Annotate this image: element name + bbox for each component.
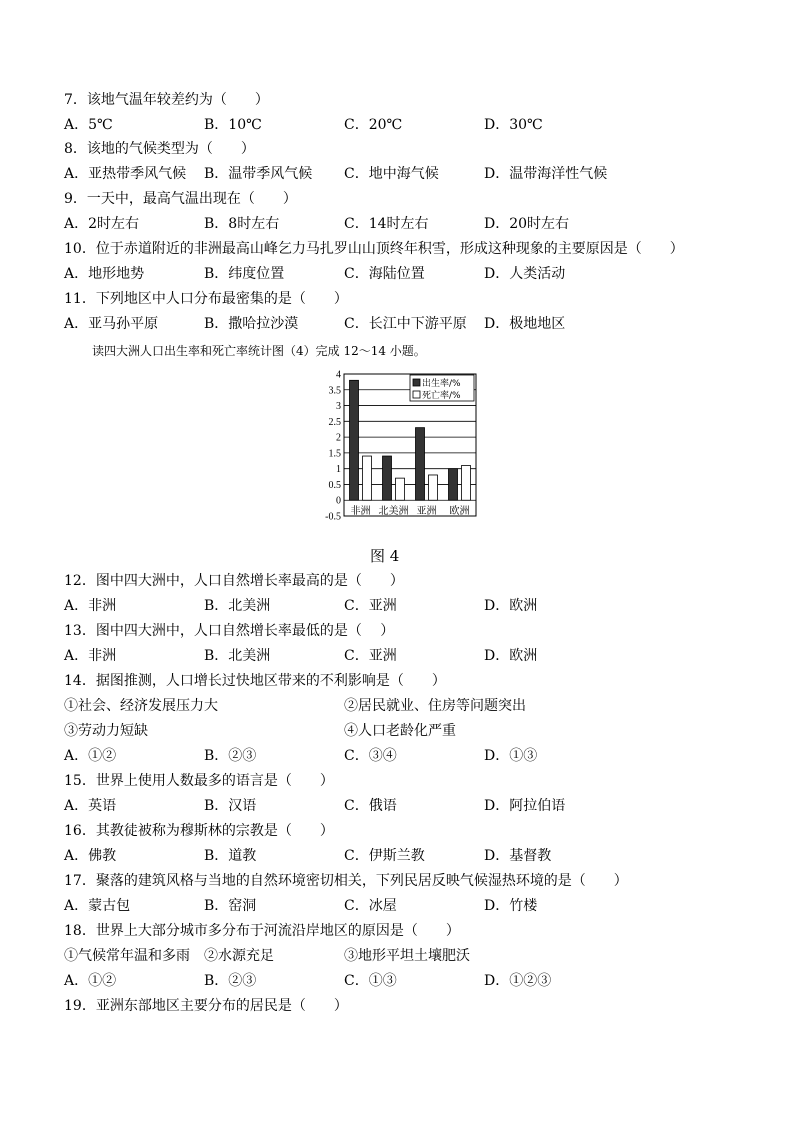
bar-birth-rate bbox=[350, 380, 359, 500]
y-tick-label: -0.5 bbox=[325, 511, 341, 523]
q16-option-c: C．伊斯兰教 bbox=[344, 848, 425, 864]
q16-option-a: A．佛教 bbox=[64, 848, 117, 864]
q7-option-b: B．10℃ bbox=[204, 117, 262, 133]
bar-birth-rate bbox=[449, 469, 458, 501]
y-tick-label: 0.5 bbox=[328, 479, 341, 491]
q7-option-d: D．30℃ bbox=[484, 117, 543, 133]
q17-option-b: B．窑洞 bbox=[204, 898, 257, 914]
q9-option-c: C．14时左右 bbox=[344, 216, 429, 232]
bar-death-rate bbox=[429, 475, 438, 500]
q15-option-b: B．汉语 bbox=[204, 798, 257, 814]
bar-birth-rate bbox=[383, 456, 392, 500]
chart-instruction: 读四大洲人口出生率和死亡率统计图（4）完成 12～14 小题。 bbox=[92, 344, 426, 358]
y-tick-label: 1.5 bbox=[328, 448, 341, 460]
question-11-stem: 11．下列地区中人口分布最密集的是（ ） bbox=[64, 291, 348, 307]
q17-option-d: D．竹楼 bbox=[484, 898, 538, 914]
question-16-stem: 16．其教徒被称为穆斯林的宗教是（ ） bbox=[64, 823, 334, 839]
bar-death-rate bbox=[363, 456, 372, 500]
q14-statement-3: ③劳动力短缺 bbox=[64, 723, 148, 739]
q15-option-a: A．英语 bbox=[64, 798, 117, 814]
question-14-stem: 14．据图推测，人口增长过快地区带来的不利影响是（ ） bbox=[64, 673, 446, 689]
q13-option-d: D．欧洲 bbox=[484, 648, 538, 664]
q14-option-c: C．③④ bbox=[344, 748, 397, 764]
q14-option-a: A．①② bbox=[64, 748, 117, 764]
q14-statement-2: ②居民就业、住房等问题突出 bbox=[344, 698, 526, 714]
q10-option-d: D．人类活动 bbox=[484, 266, 566, 282]
q12-option-c: C．亚洲 bbox=[344, 598, 397, 614]
bar-death-rate bbox=[396, 478, 405, 500]
q13-option-b: B．北美洲 bbox=[204, 648, 271, 664]
q17-option-c: C．冰屋 bbox=[344, 898, 397, 914]
q18-option-d: D．①②③ bbox=[484, 973, 552, 989]
y-tick-label: 2 bbox=[336, 432, 341, 444]
q11-option-b: B．撒哈拉沙漠 bbox=[204, 316, 299, 332]
question-9-stem: 9．一天中，最高气温出现在（ ） bbox=[64, 191, 297, 207]
q14-option-d: D．①③ bbox=[484, 748, 538, 764]
q14-option-b: B．②③ bbox=[204, 748, 257, 764]
legend-label: 死亡率/% bbox=[422, 391, 461, 401]
q9-option-a: A．2时左右 bbox=[64, 216, 140, 232]
x-category-label: 非洲 bbox=[350, 506, 371, 517]
q11-option-a: A．亚马孙平原 bbox=[64, 316, 159, 332]
q10-option-a: A．地形地势 bbox=[64, 266, 145, 282]
q12-option-b: B．北美洲 bbox=[204, 598, 271, 614]
q16-option-d: D．基督教 bbox=[484, 848, 552, 864]
y-tick-label: 3 bbox=[336, 401, 341, 413]
q10-option-c: C．海陆位置 bbox=[344, 266, 425, 282]
question-17-stem: 17．聚落的建筑风格与当地的自然环境密切相关，下列民居反映气候湿热环境的是（ ） bbox=[64, 873, 628, 889]
question-19-stem: 19．亚洲东部地区主要分布的居民是（ ） bbox=[64, 998, 348, 1014]
q18-statement-3: ③地形平坦土壤肥沃 bbox=[344, 948, 470, 964]
q12-option-d: D．欧洲 bbox=[484, 598, 538, 614]
bar-birth-rate bbox=[416, 428, 425, 501]
q13-option-c: C．亚洲 bbox=[344, 648, 397, 664]
x-category-label: 欧洲 bbox=[449, 506, 470, 517]
q8-option-a: A．亚热带季风气候 bbox=[64, 166, 187, 182]
question-18-stem: 18．世界上大部分城市多分布于河流沿岸地区的原因是（ ） bbox=[64, 923, 460, 939]
q8-option-d: D．温带海洋性气候 bbox=[484, 166, 608, 182]
q9-option-b: B．8时左右 bbox=[204, 216, 280, 232]
q15-option-d: D．阿拉伯语 bbox=[484, 798, 566, 814]
bar-death-rate bbox=[462, 466, 471, 501]
q18-option-a: A．①② bbox=[64, 973, 117, 989]
figure-caption: 图 4 bbox=[370, 547, 400, 565]
question-7-stem: 7．该地气温年较差约为（ ） bbox=[64, 92, 269, 108]
legend-label: 出生率/% bbox=[422, 379, 461, 389]
legend-swatch bbox=[413, 391, 420, 398]
y-tick-label: 0 bbox=[336, 495, 341, 507]
question-8-stem: 8．该地的气候类型为（ ） bbox=[64, 141, 255, 157]
q15-option-c: C．俄语 bbox=[344, 798, 397, 814]
q9-option-d: D．20时左右 bbox=[484, 216, 570, 232]
birth-death-rate-chart bbox=[310, 368, 480, 526]
y-tick-label: 1 bbox=[336, 464, 341, 476]
q16-option-b: B．道教 bbox=[204, 848, 257, 864]
q7-option-c: C．20℃ bbox=[344, 117, 403, 133]
question-15-stem: 15．世界上使用人数最多的语言是（ ） bbox=[64, 773, 334, 789]
y-tick-label: 4 bbox=[336, 369, 341, 381]
question-13-stem: 13．图中四大洲中，人口自然增长率最低的是（ ） bbox=[64, 623, 395, 639]
q14-statement-4: ④人口老龄化严重 bbox=[344, 723, 456, 739]
q18-statement-1: ①气候常年温和多雨 bbox=[64, 948, 190, 964]
q12-option-a: A．非洲 bbox=[64, 598, 117, 614]
q7-option-a: A．5℃ bbox=[64, 117, 113, 133]
y-tick-label: 3.5 bbox=[328, 385, 341, 397]
q11-option-d: D．极地地区 bbox=[484, 316, 566, 332]
q18-option-b: B．②③ bbox=[204, 973, 257, 989]
x-category-label: 亚洲 bbox=[416, 506, 437, 517]
q14-statement-1: ①社会、经济发展压力大 bbox=[64, 698, 218, 714]
q10-option-b: B．纬度位置 bbox=[204, 266, 285, 282]
q11-option-c: C．长江中下游平原 bbox=[344, 316, 467, 332]
question-10-stem: 10．位于赤道附近的非洲最高山峰乞力马扎罗山山顶终年积雪，形成这种现象的主要原因是（ ） bbox=[64, 241, 684, 257]
question-12-stem: 12．图中四大洲中，人口自然增长率最高的是（ ） bbox=[64, 573, 404, 589]
q17-option-a: A．蒙古包 bbox=[64, 898, 131, 914]
q13-option-a: A．非洲 bbox=[64, 648, 117, 664]
y-tick-label: 2.5 bbox=[328, 416, 341, 428]
legend-swatch bbox=[413, 379, 420, 386]
x-category-label: 北美洲 bbox=[378, 506, 409, 517]
q18-statement-2: ②水源充足 bbox=[204, 948, 274, 964]
q18-option-c: C．①③ bbox=[344, 973, 397, 989]
q8-option-b: B．温带季风气候 bbox=[204, 166, 313, 182]
q8-option-c: C．地中海气候 bbox=[344, 166, 439, 182]
